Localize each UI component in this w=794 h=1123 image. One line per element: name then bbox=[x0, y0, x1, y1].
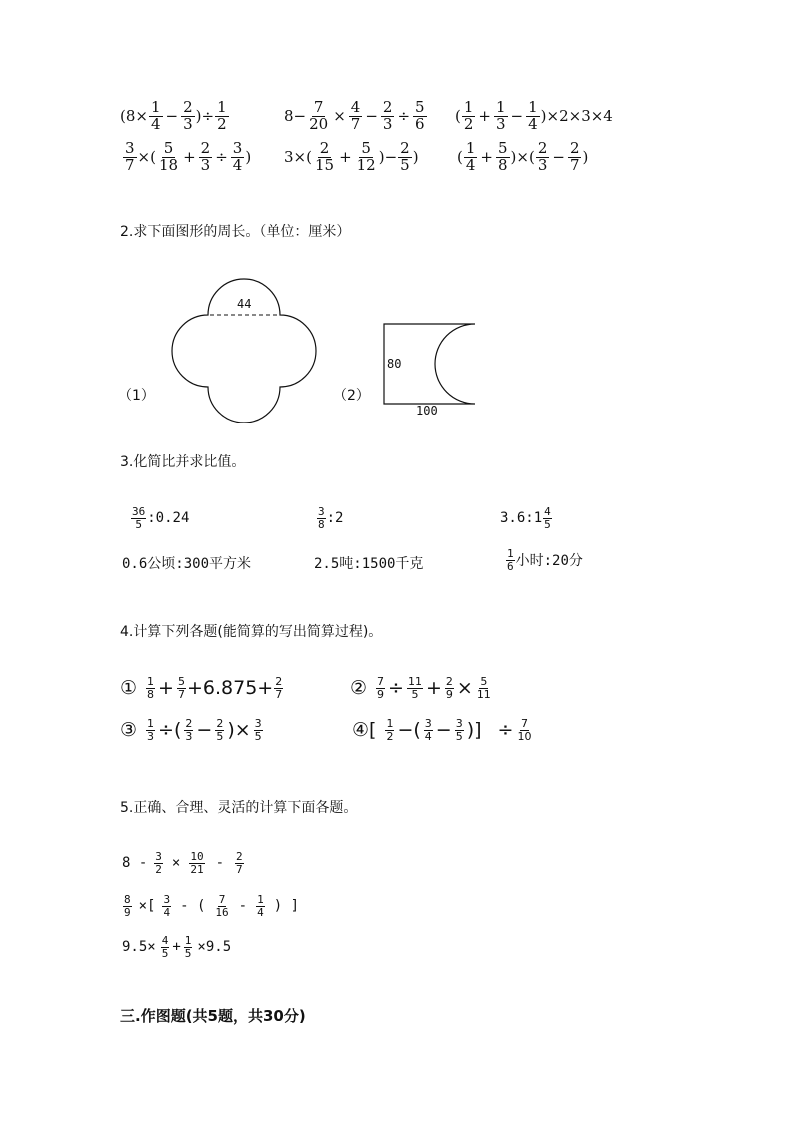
expr-2 bbox=[284, 100, 428, 133]
expr-text: )− bbox=[378, 148, 398, 167]
fraction: $\frac{1}{3}$ bbox=[495, 98, 506, 133]
operator: × bbox=[456, 677, 473, 700]
problem-number: ④[ bbox=[352, 719, 377, 742]
expr-text: )×2×3×4 bbox=[540, 107, 613, 126]
problem-1 bbox=[120, 676, 284, 700]
operator: × bbox=[171, 855, 181, 872]
expr-text: ) bbox=[582, 148, 589, 167]
fraction: $\frac{2}{3}$ bbox=[183, 98, 193, 133]
fraction: $\frac{3}{5}$ bbox=[254, 717, 262, 743]
fraction: $\frac{2}{3}$ bbox=[185, 717, 193, 743]
ratio-text: :0.24 bbox=[147, 510, 190, 527]
figure-1-dimension: 44 bbox=[237, 297, 252, 311]
figure-2-height: 80 bbox=[387, 357, 402, 371]
fraction: $\frac{1}{4}$ bbox=[465, 139, 476, 174]
calc-c bbox=[122, 935, 231, 959]
question-3-title: 3.化简比并求比值。 bbox=[120, 454, 246, 470]
problem-2 bbox=[350, 676, 493, 700]
fraction: $\frac{4}{5}$ bbox=[544, 505, 551, 531]
ratio-f bbox=[505, 548, 583, 572]
operator: ÷( bbox=[158, 719, 182, 742]
fraction: $\frac{1}{2}$ bbox=[463, 98, 474, 133]
operator: − bbox=[552, 148, 565, 167]
question-2-title: 2.求下面图形的周长。（单位：厘米） bbox=[120, 224, 351, 240]
calc-a bbox=[122, 851, 245, 875]
expr-5 bbox=[284, 141, 419, 174]
fraction: $\frac{4}{5}$ bbox=[161, 934, 169, 960]
fraction: $\frac{2}{7}$ bbox=[569, 139, 580, 174]
operator: + bbox=[425, 677, 442, 700]
operator: )× bbox=[227, 719, 251, 742]
ratio-c bbox=[500, 506, 553, 530]
operator: - bbox=[215, 855, 225, 872]
operator: )] bbox=[466, 719, 482, 742]
expr-text: )÷ bbox=[195, 107, 215, 126]
calc-text: 8 - bbox=[122, 855, 148, 872]
operator: ÷ bbox=[497, 719, 514, 742]
operator: + bbox=[480, 148, 493, 167]
operator: + bbox=[172, 939, 181, 956]
figure-2-width: 100 bbox=[416, 404, 438, 418]
operator: ×9.5 bbox=[197, 939, 232, 956]
fraction: $\frac{7}{20}$ bbox=[309, 98, 329, 133]
ratio-a bbox=[130, 506, 189, 530]
fraction: $\frac{5}{8}$ bbox=[497, 139, 508, 174]
operator: ×[ bbox=[138, 898, 156, 915]
expr-text: (8× bbox=[120, 107, 148, 126]
fraction: $\frac{1}{3}$ bbox=[147, 717, 155, 743]
operator: −( bbox=[397, 719, 421, 742]
operator: + bbox=[158, 677, 174, 700]
ratio-text: 小时:20分 bbox=[515, 553, 583, 570]
fraction: $\frac{3}{2}$ bbox=[155, 850, 162, 876]
problem-number: ② bbox=[350, 677, 368, 700]
ratio-d: 0.6公顷:300平方米 bbox=[122, 556, 252, 572]
operator: ) ] bbox=[273, 898, 300, 915]
fraction: $\frac{1}{4}$ bbox=[257, 893, 264, 919]
operator: − bbox=[365, 107, 378, 126]
expr-3 bbox=[455, 100, 613, 133]
operator: − bbox=[435, 719, 452, 742]
expr-1 bbox=[120, 100, 230, 133]
expr-text: ) bbox=[245, 148, 252, 167]
fraction: $\frac{3}{8}$ bbox=[318, 505, 325, 531]
fraction: $\frac{1}{8}$ bbox=[147, 675, 155, 701]
fraction: $\frac{2}{7}$ bbox=[275, 675, 283, 701]
expr-text: 8− bbox=[284, 107, 307, 126]
operator: + bbox=[339, 148, 352, 167]
figure-1-label: （1） bbox=[118, 388, 155, 404]
fraction: $\frac{11}{5}$ bbox=[407, 675, 422, 701]
operator: × bbox=[333, 107, 346, 126]
ratio-text: 3.6:1 bbox=[500, 510, 543, 527]
operator: ÷ bbox=[397, 107, 411, 126]
fraction: $\frac{7}{9}$ bbox=[377, 675, 385, 701]
fraction: $\frac{5}{11}$ bbox=[476, 675, 491, 701]
expr-text: )×( bbox=[510, 148, 535, 167]
question-5-title: 5.正确、合理、灵活的计算下面各题。 bbox=[120, 800, 358, 816]
fraction: $\frac{3}{7}$ bbox=[125, 139, 135, 174]
fraction: $\frac{3}{5}$ bbox=[455, 717, 463, 743]
fraction: $\frac{2}{3}$ bbox=[537, 139, 548, 174]
fraction: $\frac{4}{7}$ bbox=[350, 98, 361, 133]
fraction: $\frac{1}{5}$ bbox=[184, 934, 192, 960]
fraction: $\frac{3}{4}$ bbox=[163, 893, 171, 919]
fraction: $\frac{1}{6}$ bbox=[507, 547, 514, 573]
expr-4 bbox=[122, 141, 251, 174]
fraction: $\frac{2}{5}$ bbox=[400, 139, 410, 174]
fraction: $\frac{2}{5}$ bbox=[216, 717, 224, 743]
ratio-e: 2.5吨:1500千克 bbox=[314, 556, 424, 572]
fraction: $\frac{1}{2}$ bbox=[217, 98, 227, 133]
fraction: $\frac{2}{7}$ bbox=[236, 850, 243, 876]
expr-text: ) bbox=[412, 148, 419, 167]
fraction: $\frac{2}{3}$ bbox=[382, 98, 393, 133]
problem-number: ① bbox=[120, 677, 138, 700]
fraction: $\frac{2}{9}$ bbox=[445, 675, 453, 701]
ratio-b bbox=[316, 506, 343, 530]
section-3-title: 三.作图题(共5题，共30分) bbox=[120, 1007, 306, 1025]
fraction: $\frac{5}{6}$ bbox=[415, 98, 425, 133]
operator: ÷ bbox=[215, 148, 228, 167]
problem-3 bbox=[120, 718, 264, 742]
fraction: $\frac{3}{4}$ bbox=[232, 139, 243, 174]
problem-number: ③ bbox=[120, 719, 138, 742]
ratio-text: :2 bbox=[326, 510, 344, 527]
fraction: $\frac{5}{7}$ bbox=[177, 675, 185, 701]
operator: ÷ bbox=[388, 677, 404, 700]
calc-text: 9.5× bbox=[122, 939, 156, 956]
expr-text: 3×( bbox=[284, 148, 312, 167]
fraction: $\frac{5}{12}$ bbox=[356, 139, 376, 174]
operator: − bbox=[165, 107, 179, 126]
expr-text: ( bbox=[457, 148, 463, 167]
fraction: $\frac{36}{5}$ bbox=[132, 505, 146, 531]
fraction: $\frac{1}{2}$ bbox=[386, 717, 394, 743]
fraction: $\frac{1}{4}$ bbox=[528, 98, 538, 133]
operator: + bbox=[478, 107, 491, 126]
figure-2-label: （2） bbox=[333, 388, 370, 404]
operator: - bbox=[238, 898, 248, 915]
fraction: $\frac{7}{10}$ bbox=[517, 717, 532, 743]
fraction: $\frac{10}{21}$ bbox=[190, 850, 204, 876]
operator: +6.875+ bbox=[186, 677, 274, 700]
question-4-title: 4.计算下列各题(能简算的写出简算过程)。 bbox=[120, 624, 383, 640]
fraction: $\frac{2}{15}$ bbox=[314, 139, 335, 174]
fraction: $\frac{3}{4}$ bbox=[424, 717, 432, 743]
fraction: $\frac{5}{18}$ bbox=[158, 139, 179, 174]
fraction: $\frac{7}{16}$ bbox=[215, 893, 229, 919]
expr-text: ( bbox=[455, 107, 461, 126]
fraction: $\frac{8}{9}$ bbox=[124, 893, 131, 919]
calc-b bbox=[122, 894, 307, 918]
expr-6 bbox=[457, 141, 588, 174]
fraction: $\frac{1}{4}$ bbox=[150, 98, 161, 133]
problem-4 bbox=[352, 718, 533, 742]
fraction: $\frac{2}{3}$ bbox=[200, 139, 211, 174]
operator: + bbox=[183, 148, 196, 167]
operator: − bbox=[196, 719, 213, 742]
expr-text: ×( bbox=[137, 148, 156, 167]
operator: − bbox=[510, 107, 524, 126]
operator: - ( bbox=[180, 898, 206, 915]
